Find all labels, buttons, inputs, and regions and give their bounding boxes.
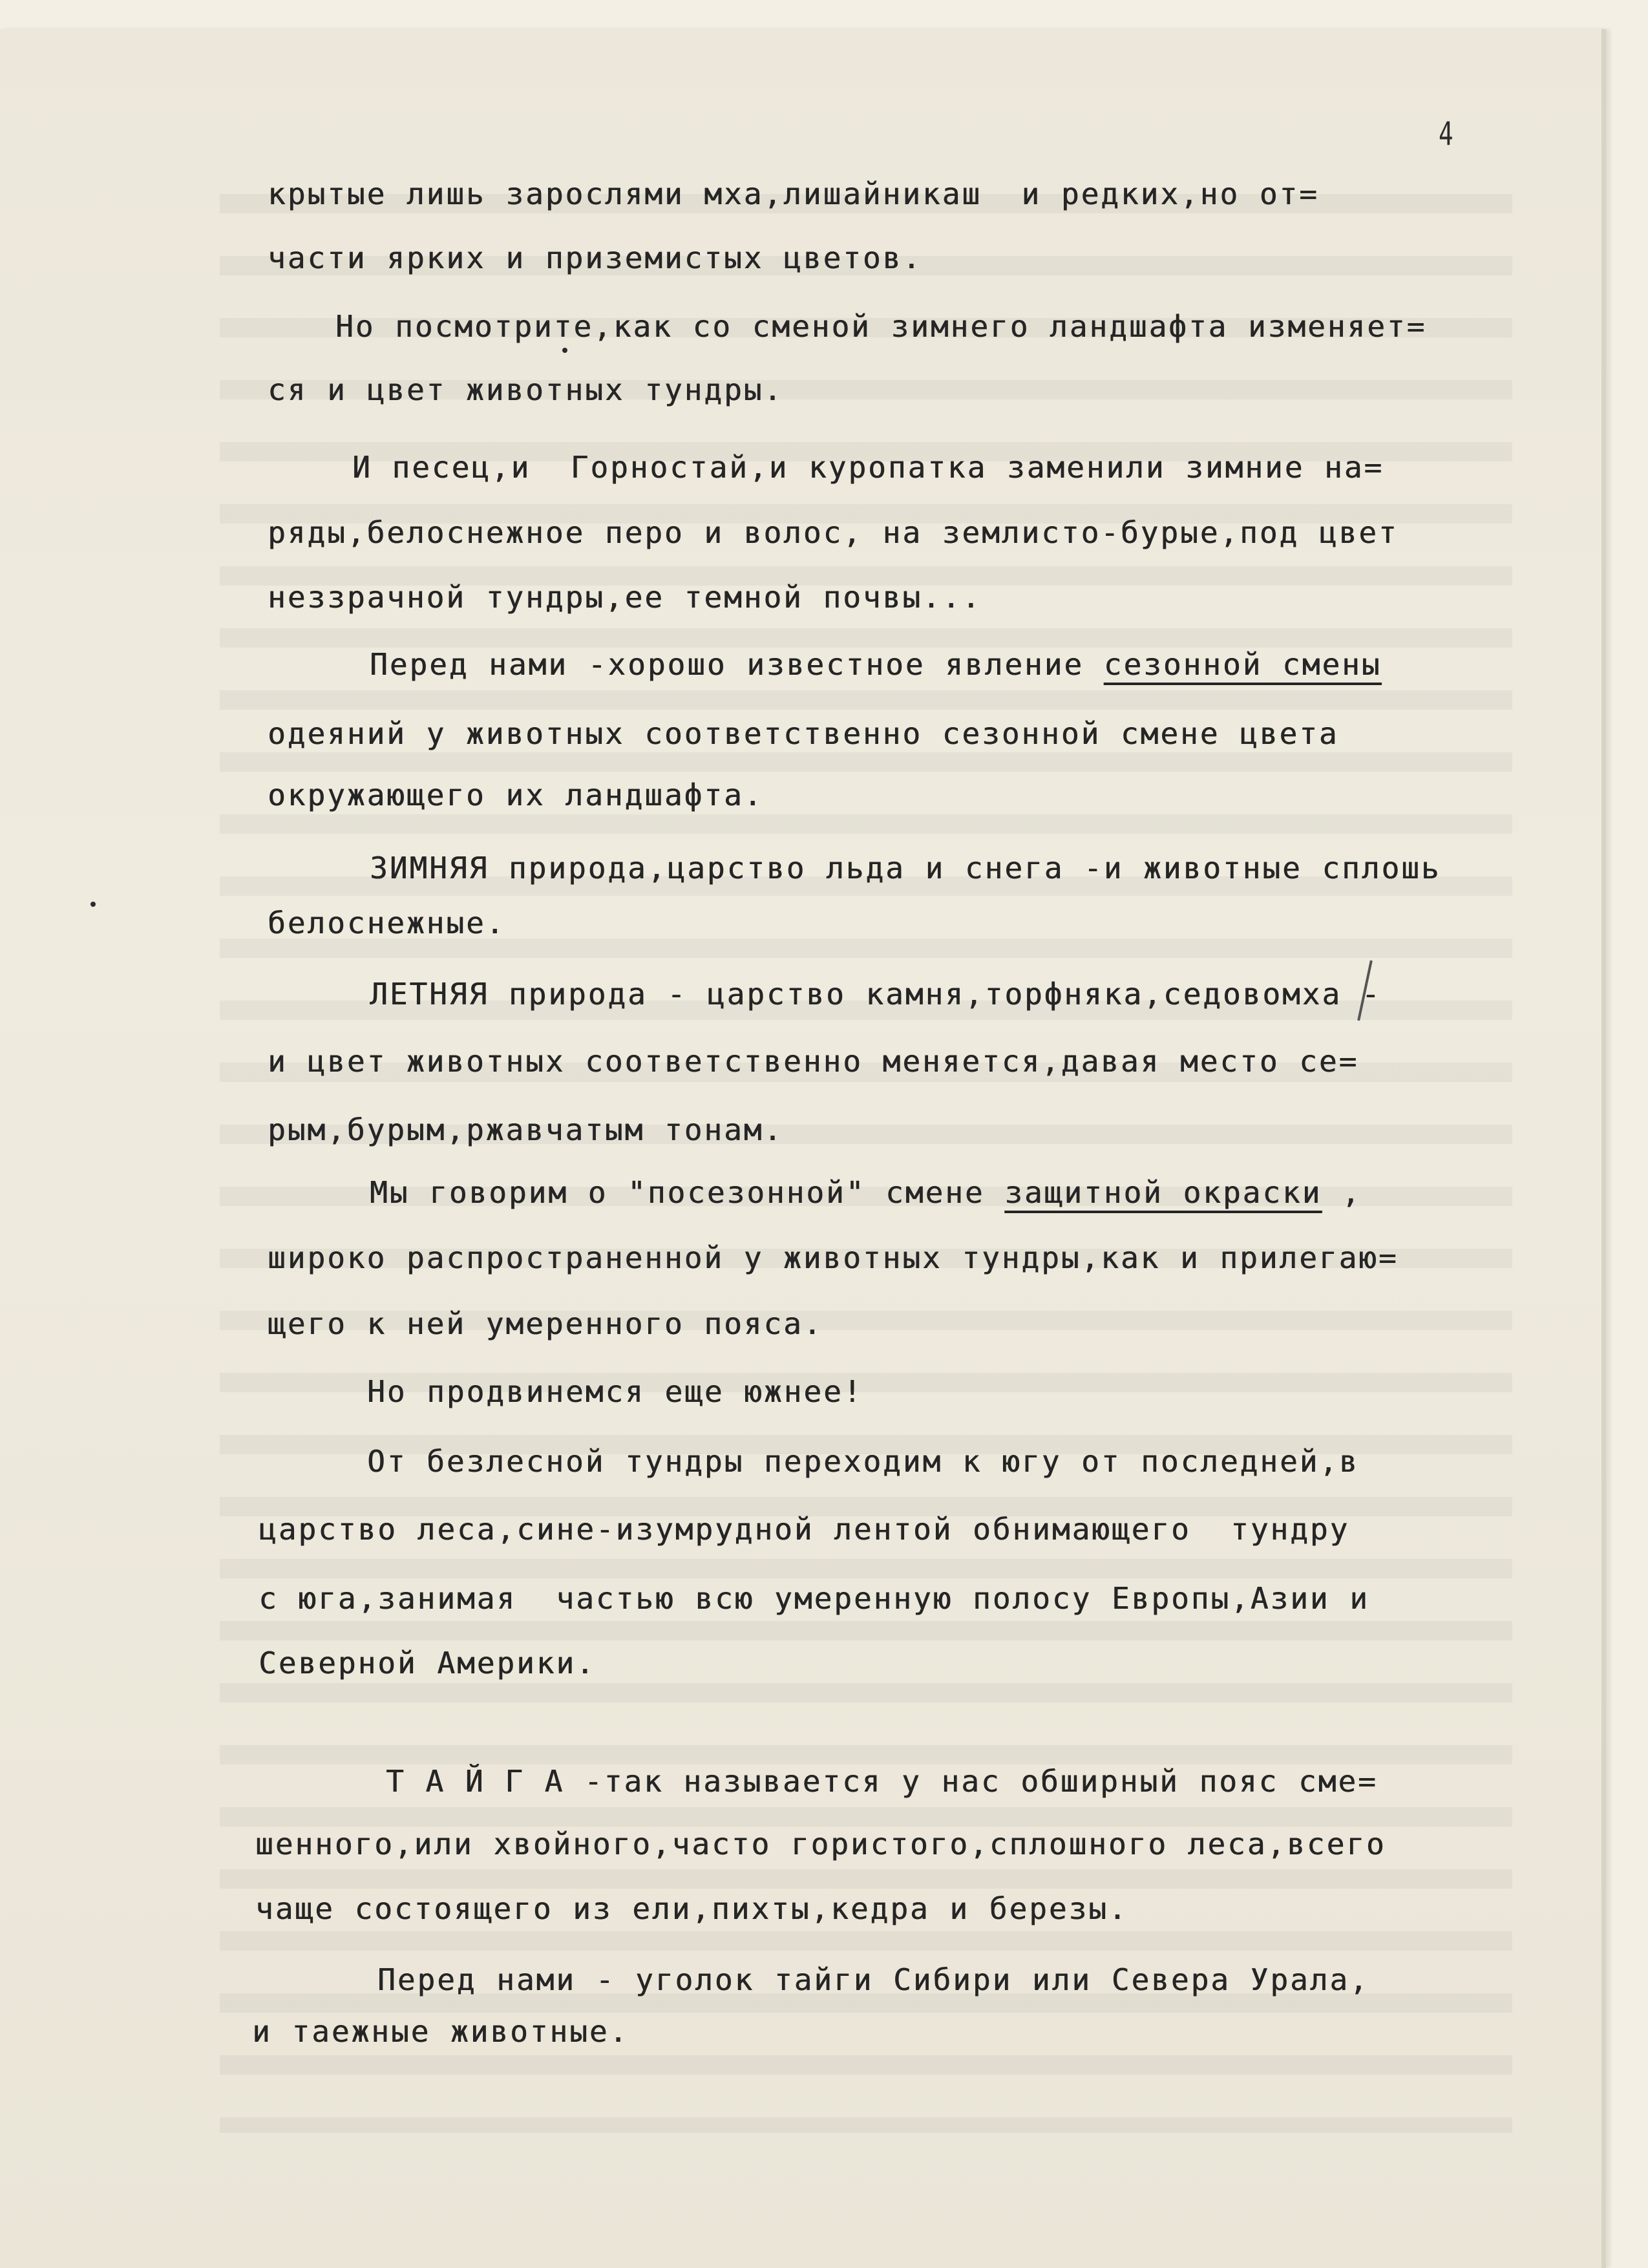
text-line: и цвет животных соответственно меняется,давая место се=	[268, 1044, 1359, 1079]
text-line: ряды,белоснежное перо и волос, на землисто-бурые,под цвет	[268, 515, 1399, 550]
text-line: Северной Америки.	[259, 1646, 596, 1680]
text-line: От безлесной тундры переходим к югу от последней,в	[367, 1444, 1359, 1479]
text-line: широко распространенной у животных тундры,как и прилегаю=	[268, 1240, 1399, 1275]
underlined-term: сезонной смены	[1103, 647, 1382, 682]
text-line: ся и цвет животных тундры.	[268, 372, 784, 407]
text-line: крытые лишь зарослями мха,лишайникаш и редких,но от=	[268, 176, 1319, 211]
text-line: и таежные животные.	[252, 2014, 629, 2049]
text-line: царство леса,сине-изумрудной лентой обнимающего тундру	[259, 1512, 1350, 1547]
text-line: ЗИМНЯЯ природа,царство льда и снега -и животные сплошь	[370, 851, 1441, 885]
text-line: Мы говорим о "посезонной" смене защитной окраски ,	[370, 1175, 1362, 1210]
text-line: Перед нами -хорошо известное явление сезонной смены	[370, 647, 1382, 682]
text-line: окружающего их ландшафта.	[268, 778, 764, 812]
text-line: щего к ней умеренного пояса.	[268, 1306, 823, 1341]
page-number: 4	[1439, 115, 1453, 153]
text-line: Т А Й Г А -так называется у нас обширный пояс сме=	[386, 1764, 1378, 1799]
text-line: Но продвинемся еще южнее!	[367, 1374, 863, 1409]
text-line: белоснежные.	[268, 906, 506, 940]
text-line: шенного,или хвойного,часто гористого,сплошного леса,всего	[255, 1827, 1386, 1861]
text-line: неззрачной тундры,ее темной почвы...	[268, 580, 982, 615]
text-line: И песец,и Горностай,и куропатка заменили зимние на=	[352, 450, 1384, 485]
text-line: одеяний у животных соответственно сезонной смене цвета	[268, 716, 1339, 751]
underlined-term: защитной окраски	[1004, 1175, 1322, 1210]
text-line: с юга,занимая частью всю умеренную полосу Европы,Азии и	[259, 1581, 1369, 1616]
text-line: рым,бурым,ржавчатым тонам.	[268, 1112, 784, 1147]
text-line: Перед нами - уголок тайги Сибири или Севера Урала,	[377, 1962, 1369, 1997]
text-line: Но посмотрите,как со сменой зимнего ландшафта изменяет=	[335, 309, 1427, 344]
text-line: чаще состоящего из ели,пихты,кедра и березы.	[255, 1891, 1128, 1926]
text-line: ЛЕТНЯЯ природа - царство камня,торфняка,седовомха -	[370, 977, 1382, 1012]
text-line: части ярких и приземистых цветов.	[268, 240, 922, 275]
